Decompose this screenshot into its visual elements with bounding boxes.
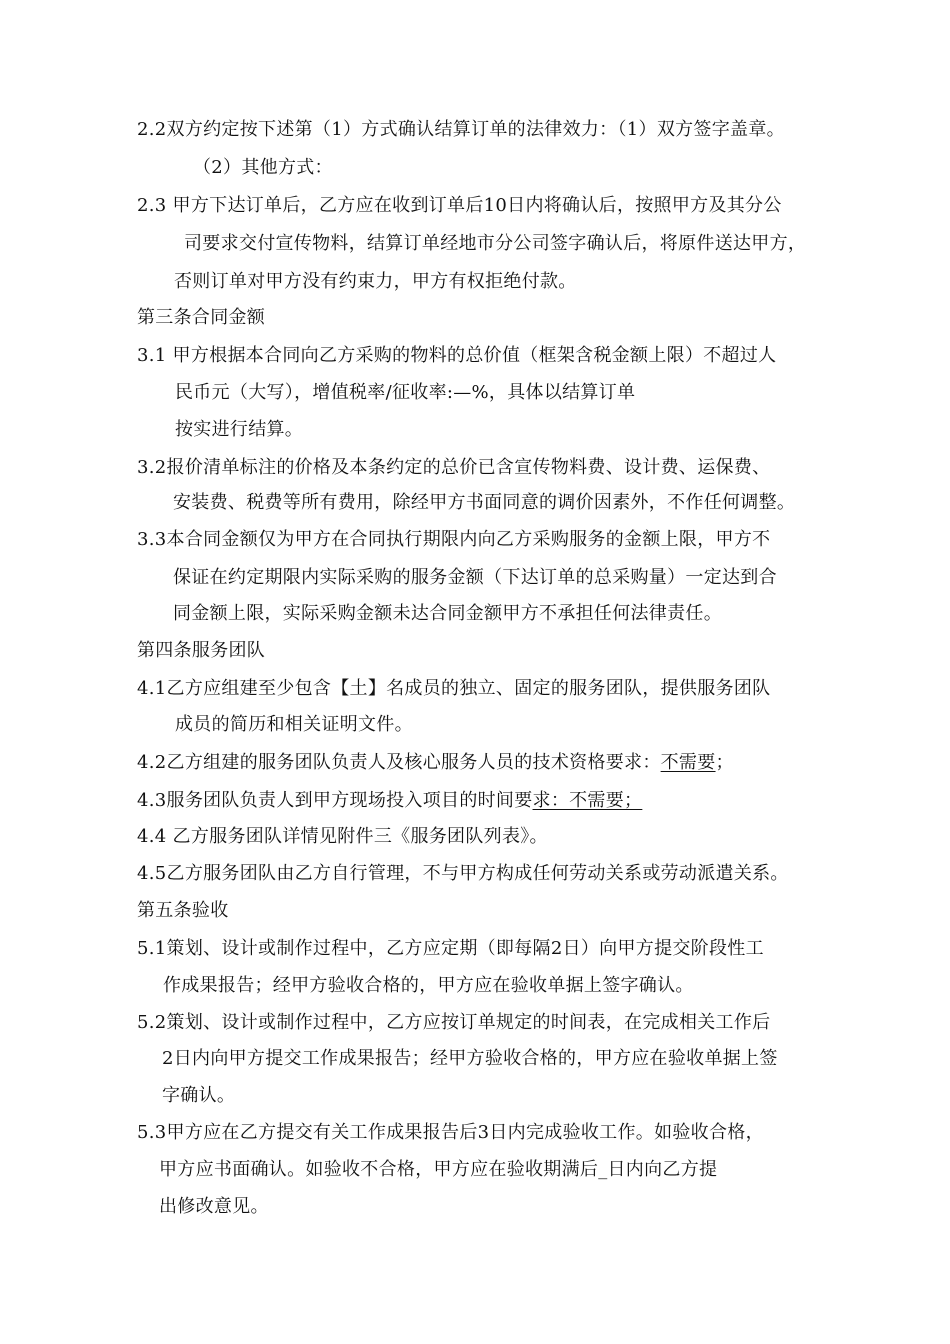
- clause-4-5: 4.5乙方服务团队由乙方自行管理，不与甲方构成任何劳动关系或劳动派遣关系。: [137, 863, 789, 884]
- clause-5-2-line-2: 2日内向甲方提交工作成果报告；经甲方验收合格的，甲方应在验收单据上签: [162, 1048, 778, 1069]
- clause-2-2-other: （2）其他方式：: [193, 157, 333, 178]
- clause-3-1-line-3: 按实进行结算。: [175, 419, 304, 440]
- clause-5-1-line-2: 作成果报告；经甲方验收合格的，甲方应在验收单据上签字确认。: [163, 975, 694, 996]
- clause-3-1-line-1: 3.1 甲方根据本合同向乙方采购的物料的总价值（框架含税金额上限）不超过人: [137, 345, 777, 366]
- clause-4-4: 4.4 乙方服务团队详情见附件三《服务团队列表》。: [137, 826, 548, 847]
- clause-4-3: [137, 792, 642, 810]
- clause-4-2-suffix: ；: [715, 752, 734, 773]
- clause-3-3-line-2: 保证在约定期限内实际采购的服务金额（下达订单的总采购量）一定达到合: [173, 567, 777, 588]
- clause-4-2-underlined-value: 不需要: [660, 752, 716, 773]
- article-3-heading: 第三条合同金额: [137, 307, 266, 328]
- clause-5-2-line-1: 5.2策划、设计或制作过程中，乙方应按订单规定的时间表，在完成相关工作后: [137, 1012, 771, 1033]
- clause-4-2: [137, 754, 734, 772]
- article-4-heading: 第四条服务团队: [137, 640, 266, 661]
- clause-3-3-line-1: 3.3本合同金额仅为甲方在合同执行期限内向乙方采购服务的金额上限，甲方不: [137, 529, 771, 550]
- clause-2-3-line-3: 否则订单对甲方没有约束力，甲方有权拒绝付款。: [174, 271, 577, 292]
- clause-5-1-line-1: 5.1策划、设计或制作过程中，乙方应定期（即每隔2日）向甲方提交阶段性工: [137, 938, 764, 959]
- clause-3-1-line-2: 民币元（大写），增值税率/征收率:—%，具体以结算订单: [175, 382, 636, 403]
- clause-3-3-line-3: 同金额上限，实际采购金额未达合同金额甲方不承担任何法律责任。: [173, 603, 722, 624]
- clause-4-3-text: 4.3服务团队负责人到甲方现场投入项目的时间要: [137, 790, 533, 811]
- clause-3-2-line-1: 3.2报价清单标注的价格及本条约定的总价已含宣传物料费、设计费、运保费、: [137, 457, 771, 478]
- clause-2-3-line-2: 司要求交付宣传物料，结算订单经地市分公司签字确认后，将原件送达甲方，: [184, 233, 807, 254]
- clause-5-3-line-1: 5.3甲方应在乙方提交有关工作成果报告后3日内完成验收工作。如验收合格，: [137, 1122, 764, 1143]
- clause-4-1-line-1: 4.1乙方应组建至少包含【土】名成员的独立、固定的服务团队，提供服务团队: [137, 678, 771, 699]
- clause-2-3-line-1: 2.3 甲方下达订单后，乙方应在收到订单后10日内将确认后，按照甲方及其分公: [137, 195, 782, 216]
- clause-5-3-line-3: 出修改意见。: [159, 1196, 269, 1217]
- clause-2-2: 2.2双方约定按下述第（1）方式确认结算订单的法律效力：（1）双方签字盖章。: [137, 119, 785, 140]
- clause-5-3-line-2: 甲方应书面确认。如验收不合格，甲方应在验收期满后_日内向乙方提: [159, 1159, 718, 1180]
- article-5-heading: 第五条验收: [137, 900, 229, 921]
- clause-4-2-text: 4.2乙方组建的服务团队负责人及核心服务人员的技术资格要求：: [137, 752, 661, 773]
- clause-5-2-line-3: 字确认。: [162, 1085, 236, 1106]
- clause-4-3-underlined-value: 求：不需要；: [532, 790, 643, 811]
- clause-4-1-line-2: 成员的简历和相关证明文件。: [175, 714, 413, 735]
- clause-3-2-line-2: 安装费、税费等所有费用，除经甲方书面同意的调价因素外，不作任何调整。: [173, 492, 796, 513]
